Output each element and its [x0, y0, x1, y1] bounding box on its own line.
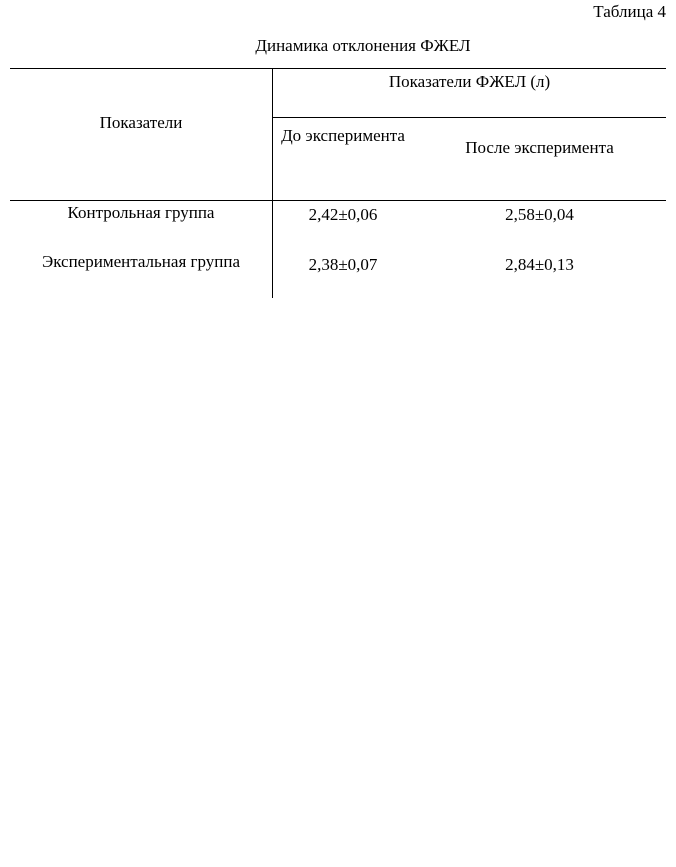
table-title: Динамика отклонения ФЖЕЛ [255, 36, 471, 55]
subheader-rule [272, 117, 666, 118]
header-after-experiment: После эксперимента [465, 138, 614, 157]
row-label-experimental: Экспериментальная группа [41, 252, 240, 271]
cell-experimental-after: 2,84±0,13 [505, 255, 574, 274]
header-bottom-rule [10, 200, 666, 201]
fvc-table [10, 68, 666, 298]
header-before-experiment: До эксперимента [281, 126, 405, 145]
header-indicators: Показатели [99, 113, 183, 132]
cell-control-after: 2,58±0,04 [505, 205, 574, 224]
table-number: Таблица 4 [593, 2, 666, 21]
cell-control-before: 2,42±0,06 [308, 205, 378, 224]
header-fvc-group: Показатели ФЖЕЛ (л) [388, 72, 551, 91]
table-top-rule [10, 68, 666, 69]
cell-experimental-before: 2,38±0,07 [308, 255, 378, 274]
row-label-control: Контрольная группа [67, 203, 215, 222]
